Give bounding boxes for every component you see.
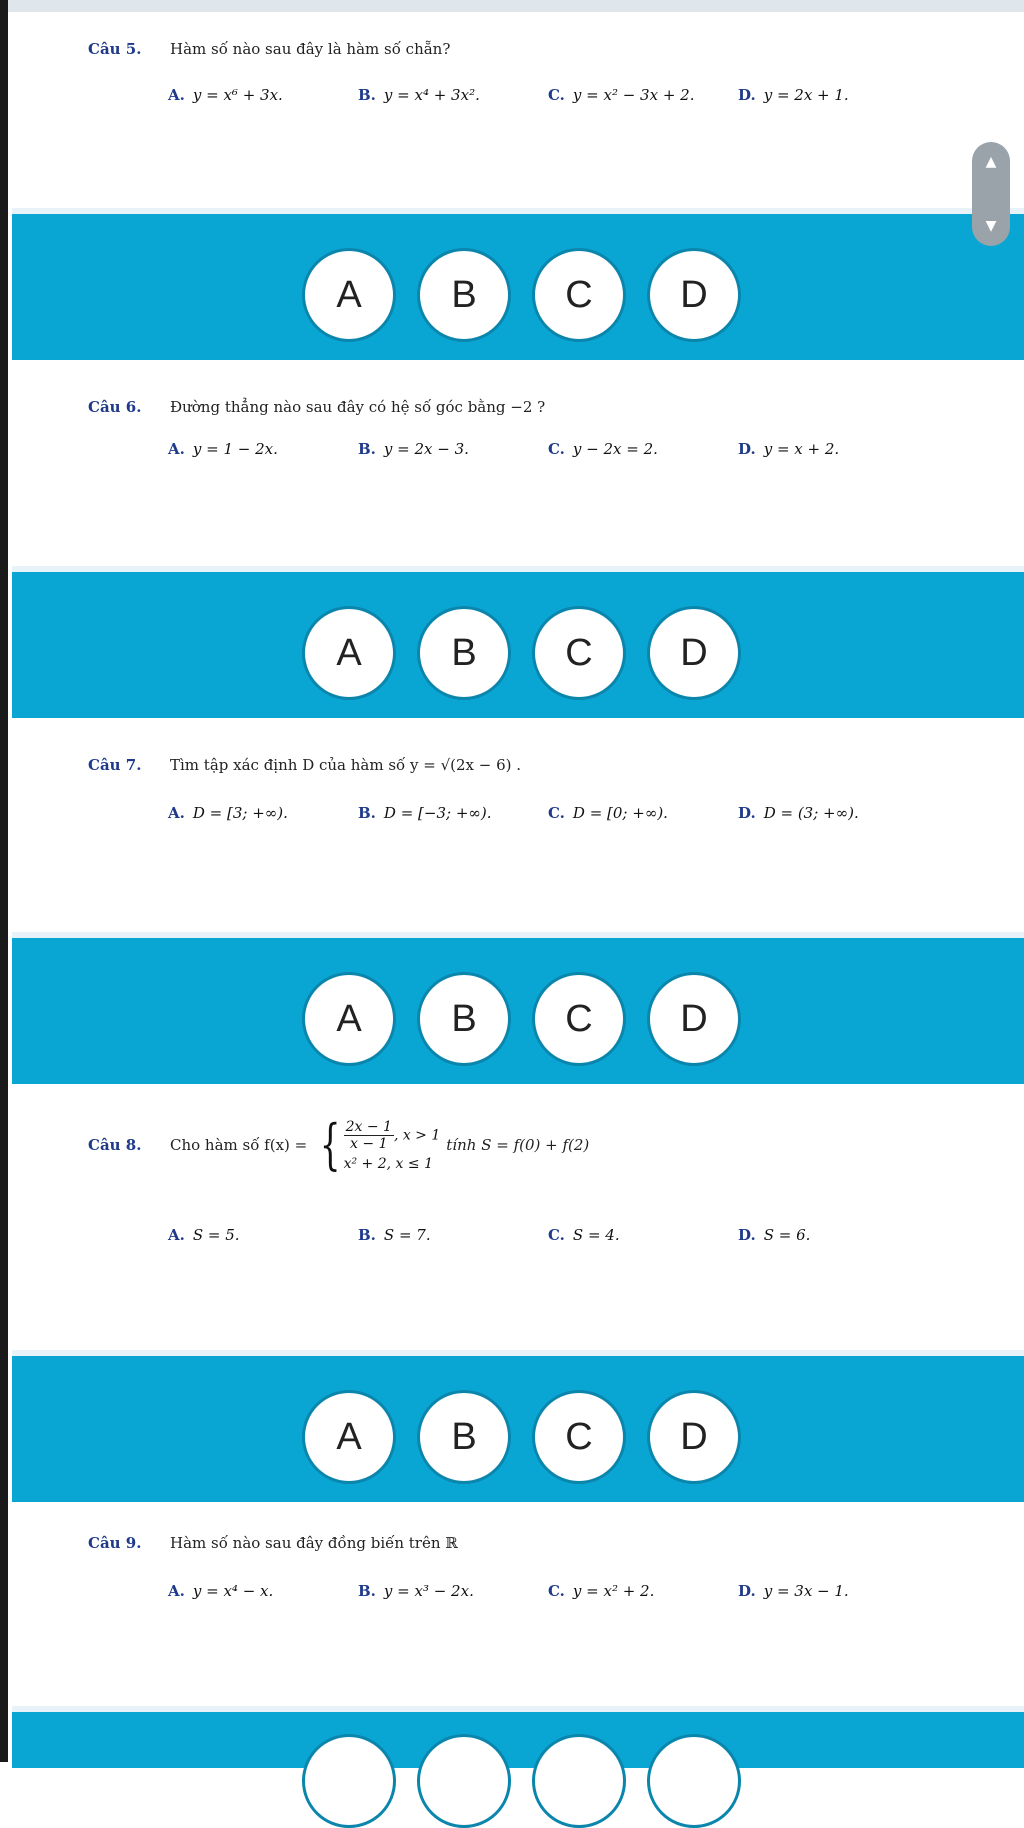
choice-b-button[interactable] — [417, 1734, 511, 1828]
question-label: Câu 7. — [88, 756, 142, 774]
question-7 — [88, 756, 521, 774]
answer-band — [12, 566, 1024, 718]
answer-choices — [302, 248, 741, 342]
answer-choices — [302, 606, 741, 700]
left-edge — [0, 0, 8, 1762]
answer-choices — [302, 1390, 741, 1484]
question-6 — [88, 398, 545, 416]
piece-bottom: x² + 2, x ≤ 1 — [343, 1155, 433, 1172]
options-row — [168, 804, 928, 822]
option-a: A. y = x⁶ + 3x. — [168, 86, 283, 104]
question-label: Câu 8. — [88, 1136, 142, 1154]
option-a: A. D = [3; +∞). — [168, 804, 288, 822]
question-8 — [88, 1113, 590, 1176]
option-d: D. y = 2x + 1. — [738, 86, 849, 104]
choice-d-button[interactable]: D — [647, 1390, 741, 1484]
question-text: Đường thẳng nào sau đây có hệ số góc bằng −2 ? — [170, 398, 546, 416]
option-b: B. y = x³ − 2x. — [358, 1582, 474, 1600]
choice-a-button[interactable]: A — [302, 1390, 396, 1484]
choice-d-button[interactable]: D — [647, 972, 741, 1066]
option-d: D. y = x + 2. — [738, 440, 840, 458]
top-bar — [0, 0, 1024, 12]
choice-d-button[interactable] — [647, 1734, 741, 1828]
option-a: A. y = x⁴ − x. — [168, 1582, 274, 1600]
choice-b-button[interactable]: B — [417, 248, 511, 342]
choice-a-button[interactable]: A — [302, 248, 396, 342]
question-label: Câu 5. — [88, 40, 142, 58]
question-label: Câu 9. — [88, 1534, 142, 1552]
choice-a-button[interactable]: A — [302, 972, 396, 1066]
option-d: D. y = 3x − 1. — [738, 1582, 849, 1600]
option-a: A. y = 1 − 2x. — [168, 440, 278, 458]
option-b: B. y = 2x − 3. — [358, 440, 469, 458]
question-text-suffix: tính S = f(0) + f(2) — [446, 1136, 590, 1154]
chevron-down-icon[interactable]: ▼ — [985, 218, 997, 234]
answer-band — [12, 1350, 1024, 1502]
option-c: C. y = x² − 3x + 2. — [548, 86, 695, 104]
question-text: Hàm số nào sau đây là hàm số chẵn? — [170, 40, 451, 58]
option-c: C. y = x² + 2. — [548, 1582, 655, 1600]
option-b: B. y = x⁴ + 3x². — [358, 86, 480, 104]
choice-c-button[interactable]: C — [532, 1390, 626, 1484]
piecewise-function: { $\frac{2x - 1}{x - 1}$ , x > 1 x² + 2, x ≤ 1 — [320, 1113, 441, 1176]
scroll-handle[interactable] — [972, 142, 1010, 246]
choice-b-button[interactable]: B — [417, 1390, 511, 1484]
question-label: Câu 6. — [88, 398, 142, 416]
option-b: B. S = 7. — [358, 1226, 431, 1244]
answer-choices — [302, 972, 741, 1066]
option-d: D. S = 6. — [738, 1226, 811, 1244]
option-c: C. y − 2x = 2. — [548, 440, 658, 458]
options-row — [168, 1582, 928, 1600]
answer-band — [12, 208, 1024, 360]
options-row — [168, 86, 928, 104]
choice-d-button[interactable]: D — [647, 606, 741, 700]
option-d: D. D = (3; +∞). — [738, 804, 859, 822]
choice-a-button[interactable]: A — [302, 606, 396, 700]
brace: { — [320, 1113, 341, 1176]
choice-c-button[interactable]: C — [532, 972, 626, 1066]
fraction: $\frac{2x - 1}{x - 1}$ — [345, 1118, 392, 1152]
answer-choices — [302, 1734, 741, 1828]
choice-c-button[interactable] — [532, 1734, 626, 1828]
chevron-up-icon[interactable]: ▲ — [985, 154, 997, 170]
option-b: B. D = [−3; +∞). — [358, 804, 492, 822]
choice-d-button[interactable]: D — [647, 248, 741, 342]
choice-b-button[interactable]: B — [417, 606, 511, 700]
option-c: C. D = [0; +∞). — [548, 804, 668, 822]
choice-c-button[interactable]: C — [532, 248, 626, 342]
options-row — [168, 440, 928, 458]
question-text-prefix: Cho hàm số f(x) = — [170, 1136, 308, 1154]
question-9 — [88, 1534, 458, 1552]
choice-a-button[interactable] — [302, 1734, 396, 1828]
question-text: Tìm tập xác định D của hàm số y = √(2x − 6) . — [170, 756, 522, 774]
option-a: A. S = 5. — [168, 1226, 240, 1244]
options-row — [168, 1226, 928, 1244]
answer-band — [12, 1706, 1024, 1768]
question-5 — [88, 40, 450, 58]
question-text: Hàm số nào sau đây đồng biến trên ℝ — [170, 1534, 458, 1552]
choice-c-button[interactable]: C — [532, 606, 626, 700]
answer-band — [12, 932, 1024, 1084]
choice-b-button[interactable]: B — [417, 972, 511, 1066]
option-c: C. S = 4. — [548, 1226, 620, 1244]
